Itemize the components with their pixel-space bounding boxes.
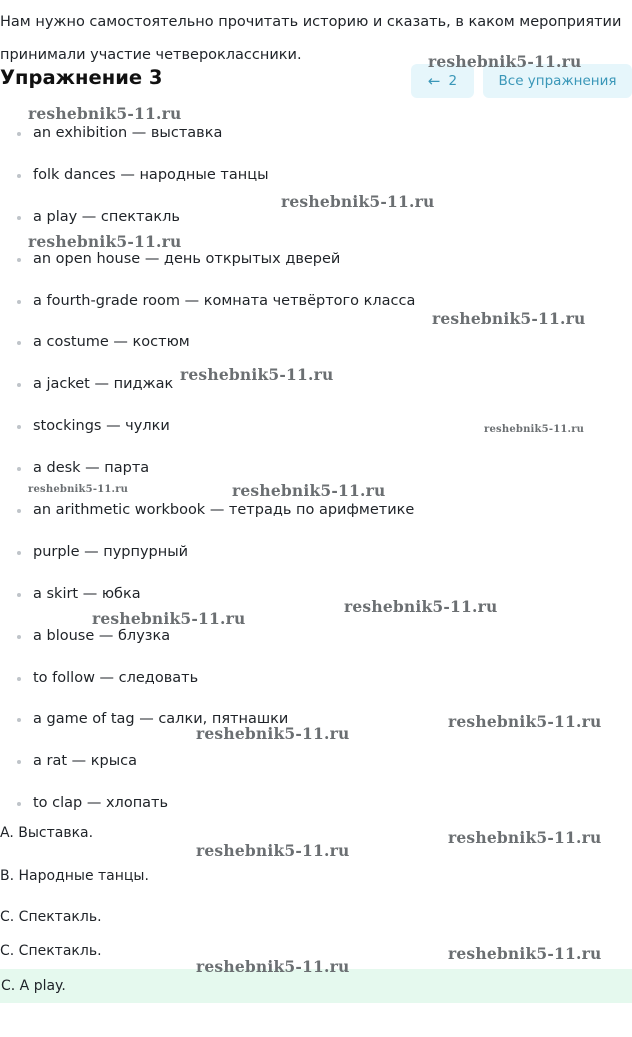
bullet-icon [17, 635, 21, 639]
bullet-icon [17, 341, 21, 345]
vocab-text: a skirt — юбка [33, 585, 141, 602]
list-item [0, 708, 632, 750]
watermark: reshebnik5-11.ru [232, 481, 386, 500]
bullet-icon [17, 425, 21, 429]
bullet-icon [17, 174, 21, 178]
bullet-icon [17, 760, 21, 764]
list-item [0, 290, 632, 332]
watermark: reshebnik5-11.ru [448, 828, 602, 847]
final-answer [0, 969, 632, 1003]
vocab-text: a costume — костюм [33, 334, 190, 351]
vocab-text: a desk — парта [33, 460, 150, 477]
answer-line: B. Народные танцы. [0, 868, 149, 884]
watermark: reshebnik5-11.ru [28, 232, 182, 251]
list-item [0, 457, 632, 499]
intro-text: Нам нужно самостоятельно прочитать историю и сказать, в каком мероприятии принимали участие четвероклассники. [0, 14, 622, 63]
bullet-icon [17, 718, 21, 722]
list-item [0, 499, 632, 541]
vocab-text: a game of tag — салки, пятнашки [33, 711, 289, 728]
vocab-text: an open house — день открытых дверей [33, 250, 341, 267]
prev-exercise-label: 2 [448, 73, 458, 89]
list-item [0, 625, 632, 667]
list-item [0, 331, 632, 373]
watermark: reshebnik5-11.ru [448, 944, 602, 963]
watermark: reshebnik5-11.ru [428, 52, 582, 71]
vocab-text: a rat — крыса [33, 753, 138, 770]
bullet-icon [17, 551, 21, 555]
answer-line: C. Спектакль. [0, 909, 102, 925]
all-exercises-button[interactable] [483, 64, 632, 98]
list-item [0, 667, 632, 709]
list-item [0, 415, 632, 457]
watermark: reshebnik5-11.ru [344, 597, 498, 616]
bullet-icon [17, 216, 21, 220]
prev-exercise-button[interactable] [411, 64, 474, 98]
arrow-left-icon: ← [427, 72, 441, 90]
watermark: reshebnik5-11.ru [196, 724, 350, 743]
vocab-text: an exhibition — выставка [33, 125, 223, 141]
vocab-text: to follow — следовать [33, 669, 199, 686]
exercise-header [0, 64, 632, 100]
watermark: reshebnik5-11.ru [432, 309, 586, 328]
watermark: reshebnik5-11.ru [448, 712, 602, 731]
bullet-icon [17, 383, 21, 387]
answer-line: C. Спектакль. [0, 943, 102, 959]
watermark: reshebnik5-11.ru [281, 192, 435, 211]
bullet-icon [17, 802, 21, 806]
vocab-text: folk dances — народные танцы [33, 166, 269, 183]
final-answer-text: C. A play. [1, 978, 66, 994]
watermark: reshebnik5-11.ru [484, 424, 585, 435]
vocab-text: a fourth-grade room — комната четвёртого класса [33, 292, 416, 309]
list-item [0, 750, 632, 792]
vocab-text: an arithmetic workbook — тетрадь по арифметике [33, 502, 415, 519]
answer-line: A. Выставка. [0, 825, 94, 841]
watermark: reshebnik5-11.ru [92, 609, 246, 628]
vocab-text: a jacket — пиджак [33, 376, 174, 393]
list-item [0, 792, 632, 834]
bullet-icon [17, 467, 21, 471]
bullet-icon [17, 132, 21, 136]
list-item [0, 164, 632, 206]
all-exercises-label: Все упражнения [498, 73, 617, 89]
bullet-icon [17, 300, 21, 304]
bullet-icon [17, 509, 21, 513]
vocabulary-list [0, 122, 632, 834]
list-item [0, 248, 632, 290]
list-item [0, 373, 632, 415]
watermark: reshebnik5-11.ru [28, 104, 182, 123]
watermark: reshebnik5-11.ru [180, 365, 334, 384]
vocab-text: a play — спектакль [33, 208, 180, 225]
vocab-text: a blouse — блузка [33, 627, 171, 644]
vocab-text: stockings — чулки [33, 418, 170, 435]
watermark: reshebnik5-11.ru [28, 484, 129, 495]
bullet-icon [17, 677, 21, 681]
vocab-text: purple — пурпурный [33, 543, 189, 560]
exercise-title: Упражнение 3 [0, 66, 163, 89]
list-item [0, 541, 632, 583]
list-item [0, 206, 632, 248]
watermark: reshebnik5-11.ru [196, 957, 350, 976]
vocab-text: to clap — хлопать [33, 795, 169, 812]
bullet-icon [17, 258, 21, 262]
bullet-icon [17, 593, 21, 597]
watermark: reshebnik5-11.ru [196, 841, 350, 860]
list-item [0, 122, 632, 164]
list-item [0, 583, 632, 625]
